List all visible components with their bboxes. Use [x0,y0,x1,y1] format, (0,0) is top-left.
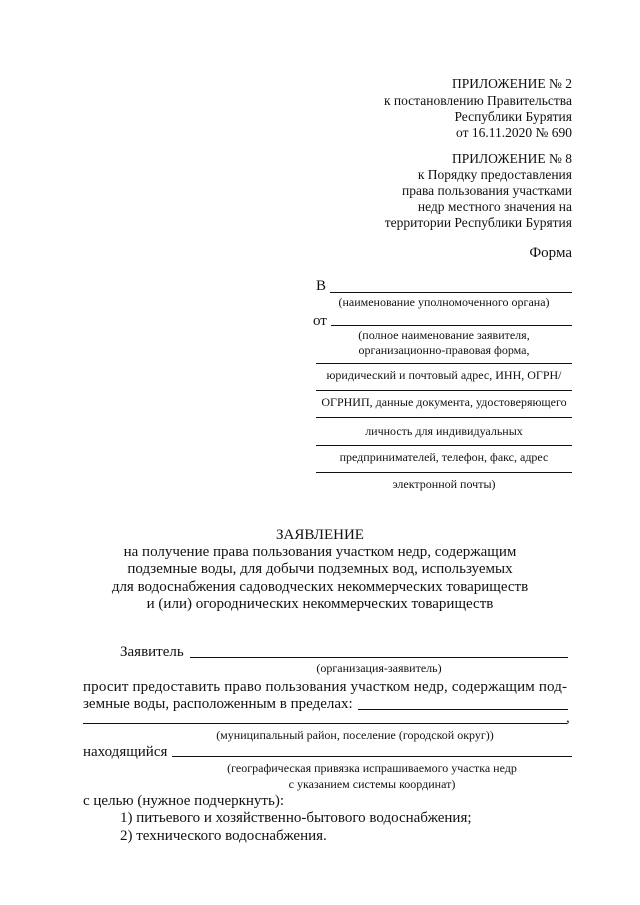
area-hint: (муниципальный район, поселение (городской округ)) [216,728,494,742]
appendix8-title: ПРИЛОЖЕНИЕ № 8 [451,151,572,166]
form-label: Форма [529,245,572,261]
to-prefix: В [316,278,327,294]
appendix8-line4: территории Республики Бурятия [384,215,572,230]
area-underline-2 [83,723,567,724]
from-hint6: предпринимателей, телефон, факс, адрес [339,450,549,464]
from-hint2: организационно-правовая форма, [358,343,530,357]
appendix2-line2: Республики Бурятия [454,109,572,124]
from-underline-3 [316,390,572,391]
statement-subtitle-1: на получение права пользования участком недр, содержащим [123,544,517,560]
from-hint1: (полное наименование заявителя, [358,328,530,342]
from-underline-4 [316,417,572,418]
applicant-underline [190,657,568,658]
located-underline [172,756,572,757]
purpose-option-2: 2) технического водоснабжения. [120,828,327,844]
request-line-1: просит предоставить право пользования участком недр, содержащим под- [83,679,568,695]
statement-subtitle-4: и (или) огороднических некоммерческих товариществ [146,596,494,612]
from-underline-2 [316,363,572,364]
to-underline [330,292,572,293]
request-line-2: земные воды, расположенным в пределах: [83,696,353,712]
geo-hint-1: (географическая привязка испрашиваемого участка недр [227,761,517,775]
from-hint3: юридический и почтовый адрес, ИНН, ОГРН/ [326,368,562,382]
located-label: находящийся [83,744,168,760]
statement-title: ЗАЯВЛЕНИЕ [276,527,364,543]
purpose-label: с целью (нужное подчеркнуть): [83,793,284,809]
applicant-hint: (организация-заявитель) [316,661,442,675]
appendix8-line2: права пользования участками [402,183,572,198]
from-prefix: от [313,313,327,329]
appendix8-line1: к Порядку предоставления [417,167,572,182]
from-underline-6 [316,472,572,473]
statement-subtitle-3: для водоснабжения садоводческих некоммерческих товариществ [111,579,529,595]
area-underline-1 [358,709,568,710]
from-underline-5 [316,445,572,446]
geo-hint-2: с указанием системы координат) [288,777,456,791]
purpose-option-1: 1) питьевого и хозяйственно-бытового водоснабжения; [120,810,472,826]
applicant-label: Заявитель [120,644,184,660]
from-hint4: ОГРНИП, данные документа, удостоверяющего [321,395,567,409]
statement-subtitle-2: подземные воды, для добычи подземных вод, используемых [127,561,513,577]
appendix2-line3: от 16.11.2020 № 690 [456,125,572,140]
appendix2-line1: к постановлению Правительства [383,93,572,108]
appendix2-title: ПРИЛОЖЕНИЕ № 2 [451,76,572,91]
from-underline [331,325,572,326]
from-hint5: личность для индивидуальных [365,424,523,438]
to-hint: (наименование уполномоченного органа) [338,295,550,309]
appendix8-line3: недр местного значения на [417,199,572,214]
area-comma: , [566,710,570,726]
from-hint7: электронной почты) [392,477,496,491]
